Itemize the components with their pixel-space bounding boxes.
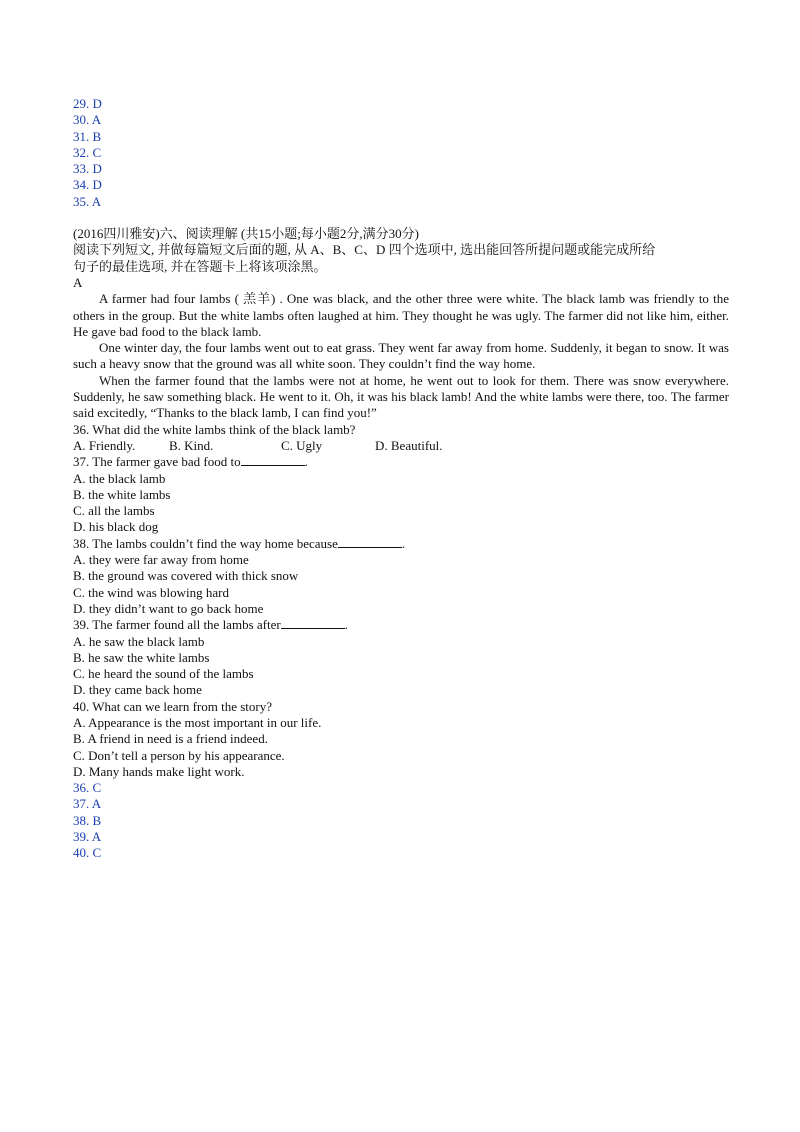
question-stem-row [73,454,729,470]
answer-line: 35. A [73,193,102,209]
answer-blank [241,454,305,466]
option-a: A. Friendly. [73,437,136,453]
option-a: A. the black lamb [73,470,166,486]
option-d: D. they came back home [73,682,202,698]
option-a: A. they were far away from home [73,552,249,568]
option-b: B. Kind. [169,437,214,453]
option-d: D. Many hands make light work. [73,763,245,779]
option-row [73,438,729,454]
option-c: C. Ugly [281,437,323,453]
option-a: A. he saw the black lamb [73,633,205,649]
spacer [73,210,729,226]
answer-line: 40. C [73,845,102,861]
passage-label: A [73,274,83,290]
stem-end: . [344,617,348,633]
answer-key [73,780,729,861]
question-stem: 38. The lambs couldn’t find the way home because [73,535,338,551]
question-37 [73,454,729,535]
answer-line: 29. D [73,96,102,111]
answer-line: 30. A [73,112,102,128]
answer-line: 39. A [73,829,102,845]
option-b: B. the ground was covered with thick snow [73,568,299,584]
answer-line: 34. D [73,177,102,193]
answer-line: 32. C [73,144,102,160]
answer-line: 36. C [73,780,102,796]
passage-paragraph: When the farmer found that the lambs were not at home, he went out to look for them. There was snow everywhere. Suddenly, he saw something black. He went to it. Oh, it was his black lamb! And the white lambs were there, too. The farmer said excitedly, “Thanks to the black lamb, I can find you!” [73,372,729,421]
answer-line: 38. B [73,812,102,828]
question-stem: 39. The farmer found all the lambs after [73,617,281,633]
question-36 [73,422,729,455]
option-c: C. the wind was blowing hard [73,584,229,600]
question-stem: 37. The farmer gave bad food to [73,454,241,470]
stem-end: . [401,535,406,551]
option-a: A. Appearance is the most important in our life. [73,714,322,730]
previous-answers [73,96,729,210]
option-c: C. Don’t tell a person by his appearance. [73,747,285,763]
option-b: B. A friend in need is a friend indeed. [73,731,268,747]
question-38 [73,536,729,617]
option-b: B. the white lambs [73,486,171,502]
passage-paragraph: A farmer had four lambs ( 羔羊) . One was black, and the other three were white. The black lamb was friendly to the others in the group. But the white lambs often laughed at him. They thought he was ugly. The farmer did not like him, either. He gave bad food to the black lamb. [73,291,729,339]
question-stem: 40. What can we learn from the story? [73,698,273,714]
answer-line: 31. B [73,128,102,144]
section-instructions: 阅读下列短文, 并做每篇短文后面的题, 从 A、B、C、D 四个选项中, 选出能回答所提问题或能完成所给 [73,242,656,258]
section-header: (2016四川雅安)六、阅读理解 (共15小题;每小题2分,满分30分) [73,226,419,242]
option-c: C. he heard the sound of the lambs [73,666,254,682]
reading-passage [73,291,729,421]
stem-end: . [304,454,308,470]
section-instructions-cont: 句子的最佳选项, 并在答题卡上将该项涂黑。 [73,258,327,274]
question-stem-row [73,536,729,552]
passage-paragraph: One winter day, the four lambs went out to eat grass. They went far away from home. Suddenly, it began to snow. It was such a heavy snow that the ground was all white soon. They couldn’t find the way home. [73,340,729,372]
question-stem: 36. What did the white lambs think of the black lamb? [73,421,356,437]
answer-line: 33. D [73,161,102,177]
answer-line: 37. A [73,796,102,812]
answer-blank [281,617,345,629]
option-b: B. he saw the white lambs [73,649,210,665]
document-page [73,96,729,862]
option-d: D. Beautiful. [375,437,443,453]
option-d: D. his black dog [73,519,159,535]
question-stem-row [73,617,729,633]
option-d: D. they didn’t want to go back home [73,600,264,616]
option-c: C. all the lambs [73,503,155,519]
question-39 [73,617,729,698]
question-40 [73,699,729,780]
answer-blank [338,536,402,548]
